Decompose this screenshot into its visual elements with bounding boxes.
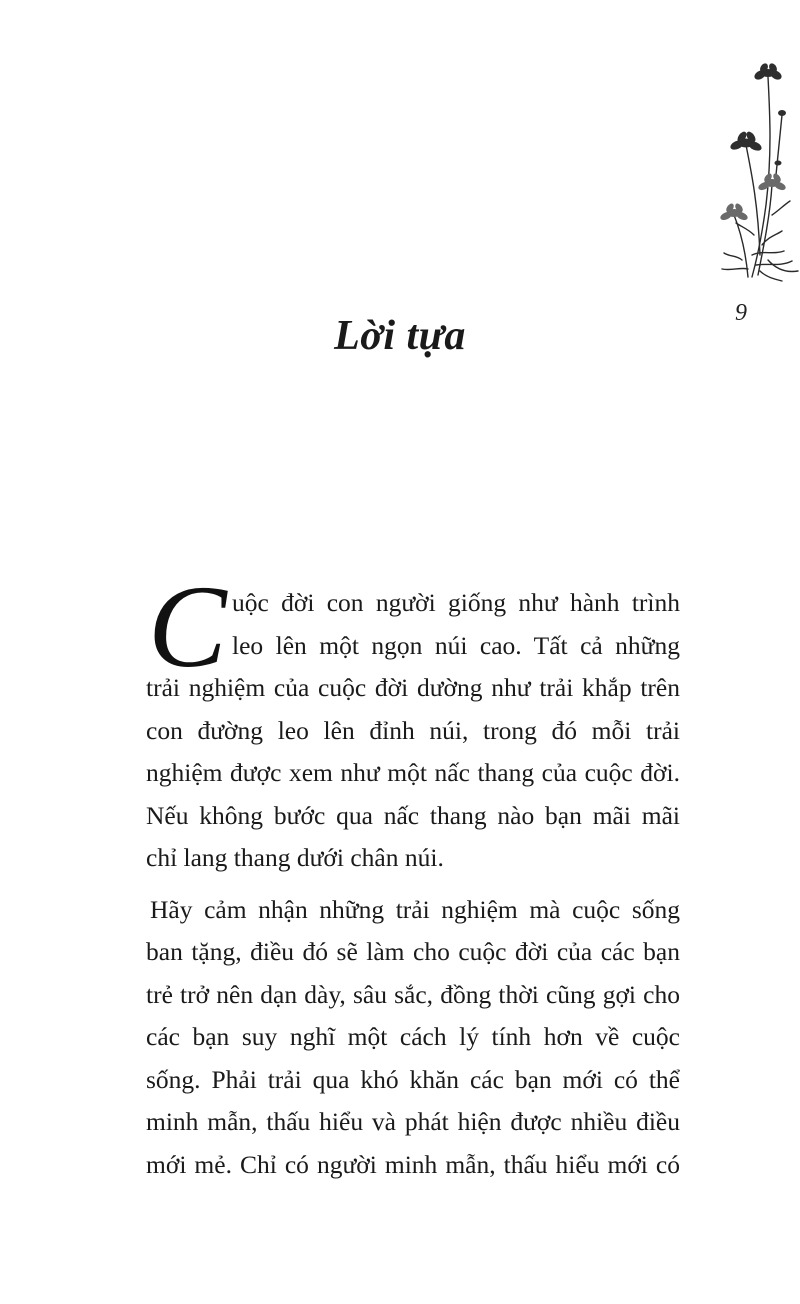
text-line: leo lên một ngọn núi cao. Tất cả những (232, 630, 680, 660)
text-line: chỉ lang thang dưới chân núi. (146, 843, 444, 872)
cosmos-flower-icon (712, 55, 800, 285)
text-line: trẻ trở nên dạn dày, sâu sắc, đồng thời cũng gợi cho (146, 979, 680, 1009)
page-number: 9 (735, 300, 747, 326)
text-line: minh mẫn, thấu hiểu và phát hiện được nhiều điều (146, 1107, 680, 1136)
body-text (146, 582, 680, 1186)
text-line: Nếu không bước qua nấc thang nào bạn mãi mãi (146, 800, 680, 830)
drop-cap-letter: C (148, 561, 227, 692)
text-line: sống. Phải trải qua khó khăn các bạn mới có thể (146, 1064, 680, 1094)
chapter-title: Lời tựa (334, 313, 466, 359)
text-line: Hãy cảm nhận những trải nghiệm mà cuộc sống (150, 894, 680, 924)
text-line: ban tặng, điều đó sẽ làm cho cuộc đời của các bạn (146, 937, 680, 966)
text-line: các bạn suy nghĩ một cách lý tính hơn về cuộc (146, 1022, 680, 1051)
text-line: trải nghiệm của cuộc đời dường như trải khắp trên (146, 673, 680, 702)
text-line: uộc đời con người giống như hành trình (232, 588, 680, 617)
text-line: mới mẻ. Chỉ có người minh mẫn, thấu hiểu mới có (146, 1149, 680, 1179)
text-line: nghiệm được xem như một nấc thang của cuộc đời. (146, 758, 680, 787)
text-line: con đường leo lên đỉnh núi, trong đó mỗi trải (146, 715, 680, 745)
